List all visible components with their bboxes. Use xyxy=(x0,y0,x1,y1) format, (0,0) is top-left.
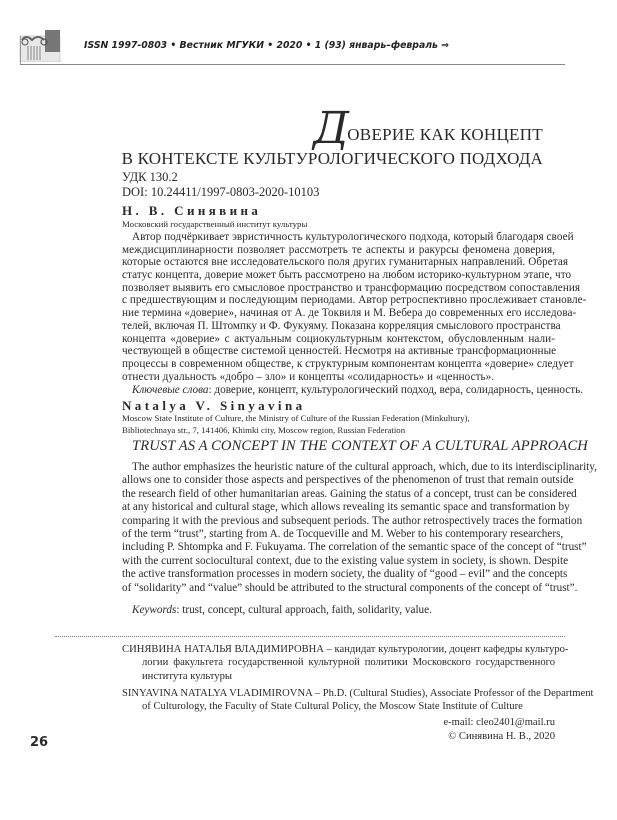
text-line: of “solidarity” and “value” should be attributed to the structural components of the concept of “trust”. xyxy=(122,581,578,594)
text-line: статус концепта, доверие может быть рассмотрено на любом историко-культурном этапе, что xyxy=(122,269,572,282)
keywords-text: : доверие, концепт, культурологический подход, вера, солидарность, ценность. xyxy=(208,384,584,396)
text-line: allows one to consider those aspects and perspectives of the phenomenon of trust that remain outside xyxy=(122,474,574,487)
header-rule-vertical xyxy=(20,36,21,65)
page-number: 26 xyxy=(30,735,49,750)
keywords-label: Ключевые слова xyxy=(132,384,209,396)
keywords-en xyxy=(132,604,432,617)
text-line: ние термина «доверие», начиная от А. де Токвиля и М. Вебера до современных его исследова- xyxy=(122,307,577,320)
title-text: ОВЕРИЕ КАК КОНЦЕПТ xyxy=(347,125,543,144)
text-line: института культуры xyxy=(142,670,232,682)
text-line: Автор подчёркивает эвристичность культурологического подхода, который благодаря своей xyxy=(132,231,574,243)
text-line: of Culturology, the Faculty of State Cultural Policy, the Moscow State Institute of Culture xyxy=(142,701,523,713)
text-line: СИНЯВИНА НАТАЛЬЯ ВЛАДИМИРОВНА – кандидат культурологии, доцент кафедры культуро- xyxy=(122,644,569,655)
text-line: of the term “trust”, starting from A. de Tocqueville and M. Weber to his contemporary researchers, xyxy=(122,527,564,540)
text-line: SINYAVINA NATALYA VLADIMIROVNA – Ph.D. (Cultural Studies), Associate Professor of the Department xyxy=(122,688,594,699)
text-line: с предшествующим и последующим периодами. Автор ретроспективно прослеживает становле- xyxy=(122,294,587,307)
text-line: позволяет выявить его смысловое пространство и трансформацию посредством сопоставления xyxy=(122,281,581,294)
article-title-line1 xyxy=(313,103,543,154)
running-header: ISSN 1997-0803 • Вестник МГУКИ • 2020 • 1 (93) январь–февраль ⇒ xyxy=(84,40,449,51)
drop-cap: Д xyxy=(313,103,350,154)
dotted-divider xyxy=(55,636,565,637)
author-email: e-mail: cleo2401@mail.ru xyxy=(443,717,555,728)
text-line: at any historical and cultural stage, which allows revealing its semantic space and transformation by xyxy=(122,501,570,514)
text-line: процессы в современном обществе, к структурным компонентам концепта «доверие» следует xyxy=(122,357,574,370)
author-bio-ru xyxy=(122,643,569,683)
abstract-en xyxy=(122,461,597,595)
text-line: including P. Shtompka and F. Fukuyama. The correlation of the semantic space of the concept of “trust” xyxy=(122,541,587,554)
header-rule xyxy=(20,64,565,65)
article-title-line2: В КОНТЕКСТЕ КУЛЬТУРОЛОГИЧЕСКОГО ПОДХОДА xyxy=(121,149,543,168)
text-line: The author emphasizes the heuristic nature of the cultural approach, which, due to its interdisciplinarity, xyxy=(132,461,597,473)
author-affiliation-ru: Московский государственный институт культуры xyxy=(122,219,308,229)
author-name-en: Natalya V. Sinyavina xyxy=(122,398,306,413)
text-line: отнести дуальность «добро – зло» и концепты «солидарность» и «ценность». xyxy=(122,370,495,383)
text-line: логии факультета государственной культурной политики Московского государственного xyxy=(142,657,555,669)
copyright: © Синявина Н. В., 2020 xyxy=(448,731,555,742)
text-line: которые остаются вне исследовательского поля других гуманитарных направлений. Обретая xyxy=(122,256,569,269)
doi: DOI: 10.24411/1997-0803-2020-10103 xyxy=(122,185,320,199)
text-line: the research field of other humanitarian areas. Gaining the status of a concept, trust can be considered xyxy=(122,487,577,500)
keywords-ru xyxy=(132,384,583,397)
text-line: чествующей в обществе системой ценностей. Несмотря на активные трансформационные xyxy=(122,345,557,358)
text-line: концепта «доверие» с актуальным социокультурным контекстом, обусловленным нали- xyxy=(122,332,555,345)
text-line: comparing it with the previous and subsequent periods. The author retrospectively traces the formation xyxy=(122,514,583,527)
keywords-text: : trust, concept, cultural approach, faith, solidarity, value. xyxy=(176,604,432,616)
text-line: the active transformation processes in modern society, the duality of “good – evil” and the concepts xyxy=(122,568,568,581)
author-affiliation-en-2: Bibliotechnaya str., 7, 141406, Khimki city, Moscow region, Russian Federation xyxy=(122,425,406,435)
text-line: междисциплинарности позволяет рассмотреть те аспекты и ракурсы феномена доверия, xyxy=(122,243,555,256)
author-bio-en xyxy=(122,687,594,714)
text-line: телей, включая П. Штомпку и Ф. Фукуяму. Показана корреляция смыслового пространства xyxy=(122,319,561,332)
author-name-ru: Н. В. Синявина xyxy=(122,203,262,218)
article-title-en: TRUST AS A CONCEPT IN THE CONTEXT OF A CULTURAL APPROACH xyxy=(132,438,588,454)
keywords-label: Keywords xyxy=(132,604,177,616)
author-affiliation-en-1: Moscow State Institute of Culture, the Ministry of Culture of the Russian Federation (Minkultury), xyxy=(122,413,470,423)
text-line: with the current sociocultural context, due to the existing value system in society, is shown. Despite xyxy=(122,554,569,567)
abstract-ru xyxy=(122,231,587,383)
udk: УДК 130.2 xyxy=(122,170,178,184)
